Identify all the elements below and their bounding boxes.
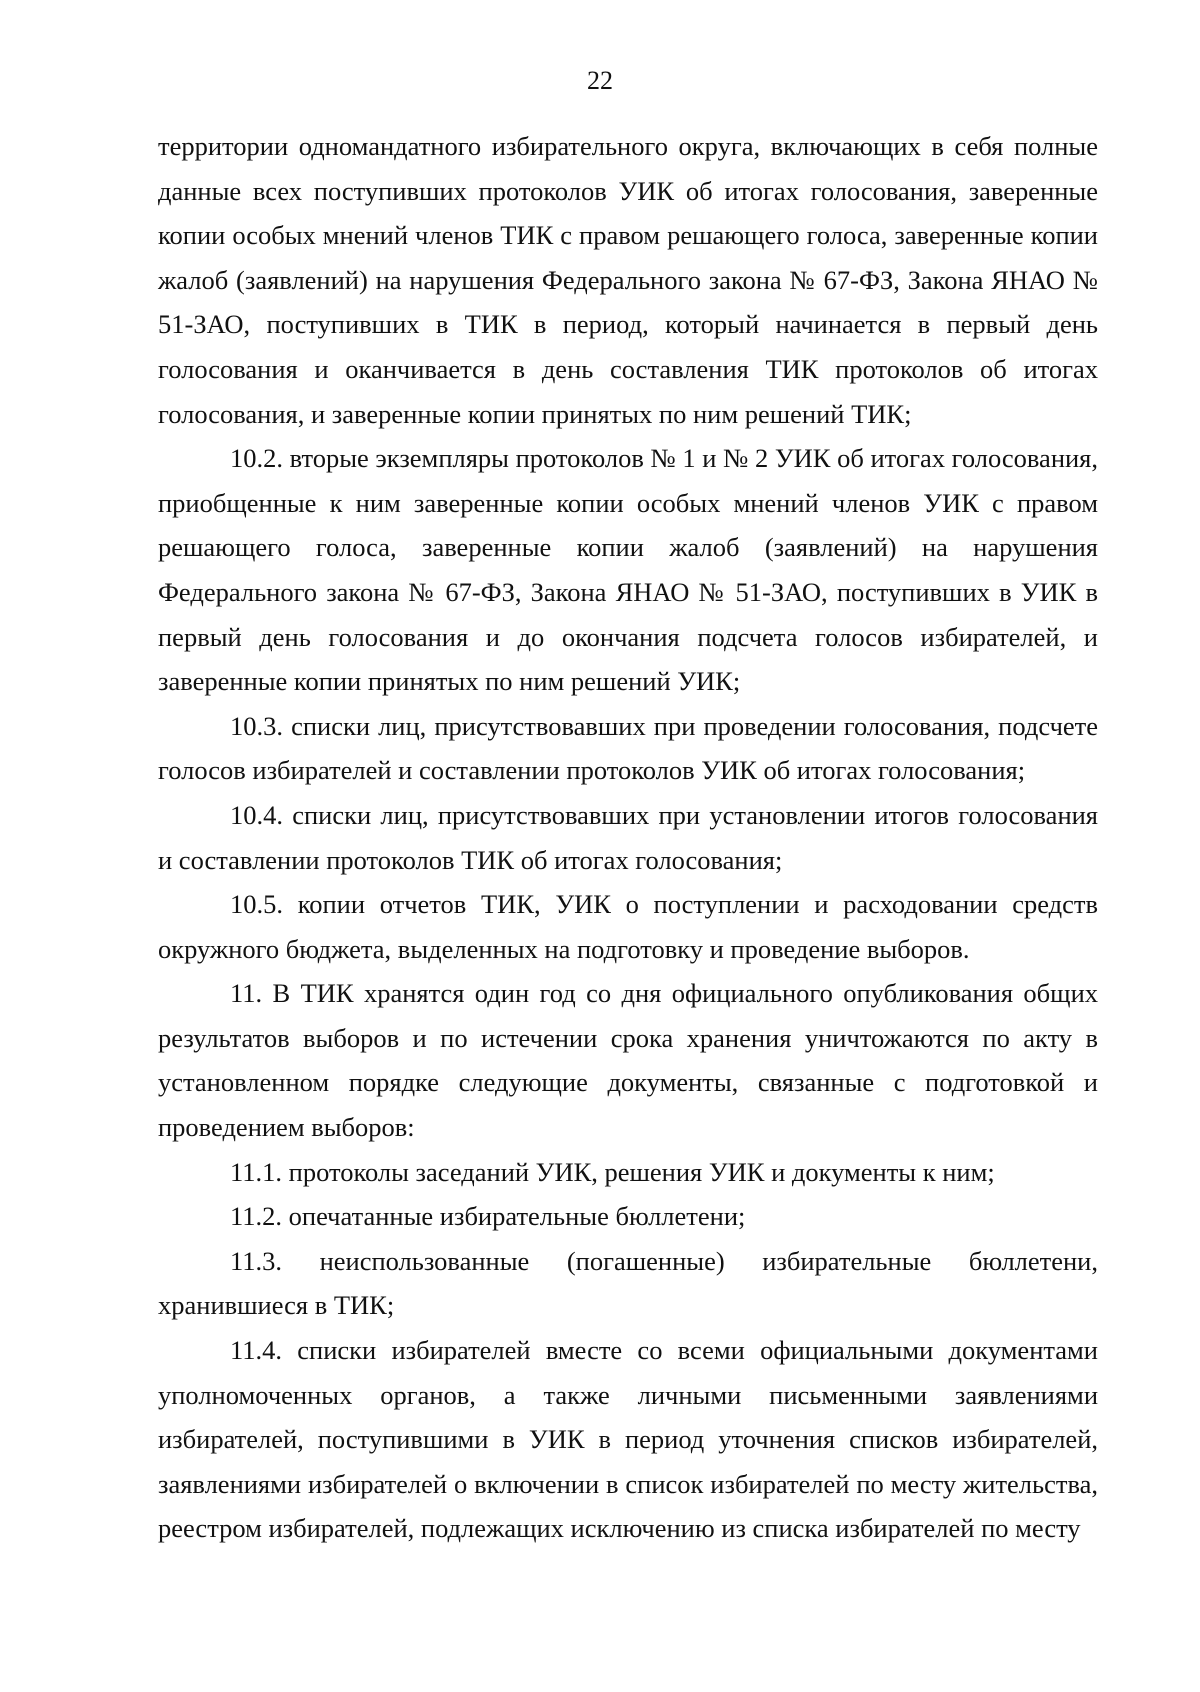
paragraph-11-4: 11.4. списки избирателей вместе со всеми официальными документами уполномоченных органов, а также личными письменными заявлениями избирателей, поступившими в УИК в период уточнения списков избирателей, заявлениями избирателей о включении в список избирателей по месту жительства, реестром избирателей, подлежащих исключению из списка избирателей по месту	[158, 1335, 1098, 1544]
paragraph-11: 11. В ТИК хранятся один год со дня официального опубликования общих результатов выборов и по истечении срока хранения уничтожаются по акту в установленном порядке следующие документы, связанные с подготовкой и проведением выборов:	[158, 978, 1098, 1143]
page-number: 22	[587, 66, 613, 95]
paragraph-10-3: 10.3. списки лиц, присутствовавших при проведении голосования, подсчете голосов избирателей и составлении протоколов УИК об итогах голосования;	[158, 710, 1098, 786]
paragraph-10-5: 10.5. копии отчетов ТИК, УИК о поступлении и расходовании средств окружного бюджета, выделенных на подготовку и проведение выборов.	[158, 889, 1098, 964]
document-body	[158, 124, 1098, 1551]
paragraph-11-1: 11.1. протоколы заседаний УИК, решения УИК и документы к ним;	[230, 1156, 995, 1187]
paragraph-10-4: 10.4. списки лиц, присутствовавших при установлении итогов голосования и составлении протоколов ТИК об итогах голосования;	[158, 799, 1098, 875]
paragraph-11-2: 11.2. опечатанные избирательные бюллетени;	[230, 1201, 746, 1232]
paragraph-continuation: территории одномандатного избирательного округа, включающих в себя полные данные всех поступивших протоколов УИК об итогах голосования, заверенные копии особых мнений членов ТИК с правом решающего голоса, заверенные копии жалоб (заявлений) на нарушения Федерального закона № 67-ФЗ, Закона ЯНАО № 51-ЗАО, поступивших в ТИК в период, который начинается в первый день голосования и оканчивается в день составления ТИК протоколов об итогах голосования, и заверенные копии принятых по ним решений ТИК;	[158, 131, 1098, 429]
paragraph-10-2: 10.2. вторые экземпляры протоколов № 1 и № 2 УИК об итогах голосования, приобщенные к ним заверенные копии особых мнений членов УИК с правом решающего голоса, заверенные копии жалоб (заявлений) на нарушения Федерального закона № 67-ФЗ, Закона ЯНАО № 51-ЗАО, поступивших в УИК в первый день голосования и до окончания подсчета голосов избирателей, и заверенные копии принятых по ним решений УИК;	[158, 443, 1098, 697]
paragraph-11-3: 11.3. неиспользованные (погашенные) избирательные бюллетени, хранившиеся в ТИК;	[158, 1245, 1098, 1321]
